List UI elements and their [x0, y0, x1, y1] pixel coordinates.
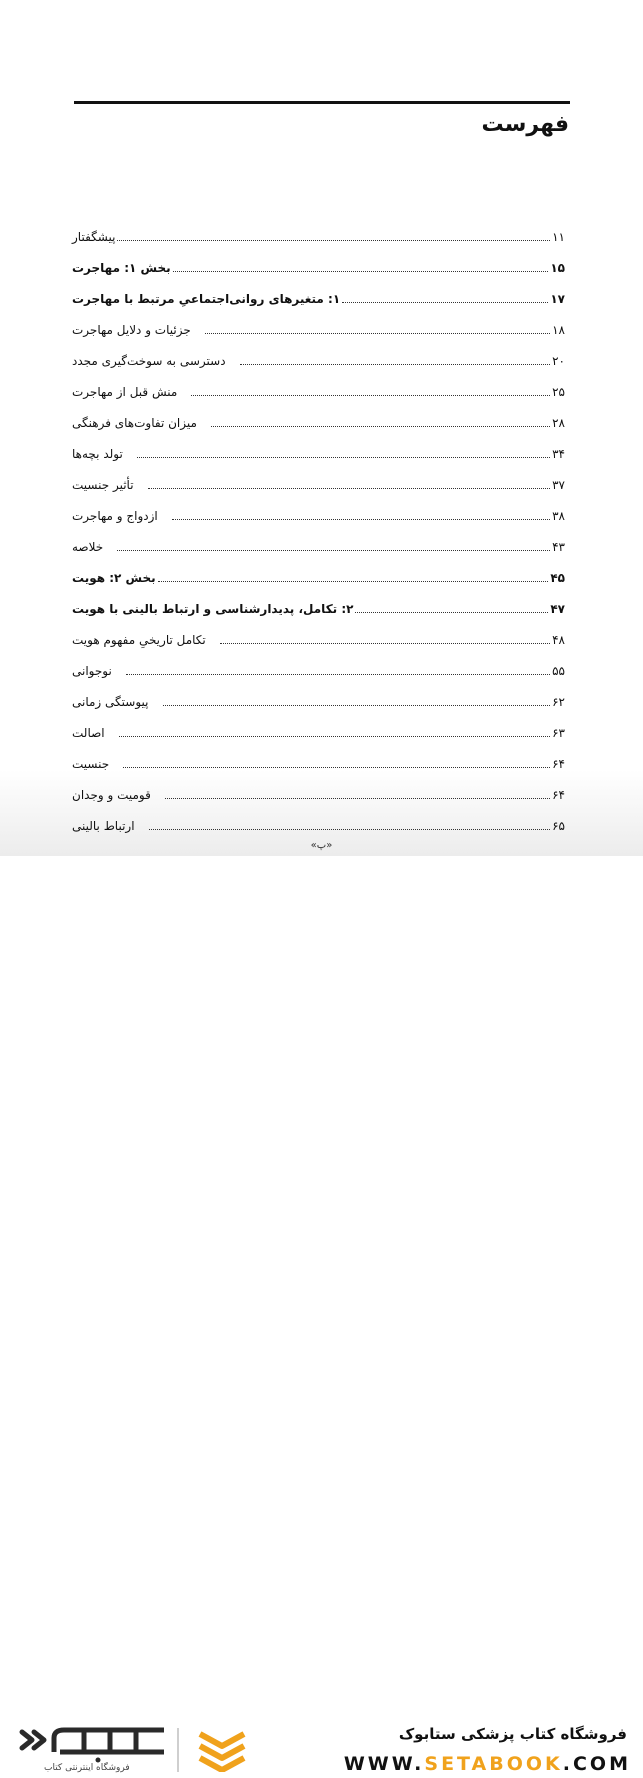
toc-entry-page: ۴۸ — [552, 633, 565, 647]
store-name: فروشگاه کتاب پزشکی ستابوک — [398, 1725, 627, 1743]
toc-entry-title: پیشگفتار — [72, 230, 116, 244]
toc-entry-page: ۱۱ — [552, 230, 565, 244]
toc-leader-dots — [165, 797, 550, 799]
toc-entry-title: منش قبل از مهاجرت — [72, 385, 178, 399]
toc-entry — [72, 687, 565, 709]
toc-leader-dots — [123, 766, 550, 768]
toc-entry-page: ۶۲ — [552, 695, 565, 709]
toc-entry — [72, 470, 565, 492]
toc-entry-title: بخش ۱: مهاجرت — [72, 261, 171, 275]
toc-entry-page: ۴۳ — [552, 540, 565, 554]
toc-entry-title: جزئیات و دلایل مهاجرت — [72, 323, 191, 337]
toc-entry — [72, 408, 565, 430]
url-prefix: WWW. — [343, 1753, 425, 1775]
toc-entry-title: قومیت و وجدان — [72, 788, 151, 802]
toc-entry-title: خلاصه — [72, 540, 104, 554]
toc-entry — [72, 532, 565, 554]
toc-leader-dots — [163, 704, 551, 706]
toc-leader-dots — [355, 611, 548, 613]
toc-entry — [72, 222, 565, 244]
toc-heading: فهرست — [481, 112, 569, 137]
toc-leader-dots — [137, 456, 550, 458]
toc-leader-dots — [148, 487, 551, 489]
toc-leader-dots — [126, 673, 550, 675]
toc-entry-page: ۱۸ — [552, 323, 565, 337]
toc-leader-dots — [240, 363, 551, 365]
store-footer — [0, 856, 643, 1775]
toc-entry — [72, 377, 565, 399]
toc-entry — [72, 501, 565, 523]
toc-entry-page: ۱۷ — [550, 292, 565, 306]
toc-leader-dots — [211, 425, 550, 427]
toc-entry-page: ۶۵ — [552, 819, 565, 833]
page-number: «پ» — [310, 840, 333, 851]
toc-leader-dots — [117, 239, 550, 241]
toc-entry-page: ۴۷ — [550, 602, 565, 616]
document-page — [0, 0, 643, 856]
toc-entry — [72, 625, 565, 647]
toc-entry-page: ۴۵ — [550, 571, 565, 585]
toc-leader-dots — [149, 828, 551, 830]
toc-entry — [72, 780, 565, 802]
toc-entry-title: بخش ۲: هویت — [72, 571, 156, 585]
toc-leader-dots — [158, 580, 549, 582]
toc-entry-title: دسترسی به سوخت‌گیری مجدد — [72, 354, 226, 368]
book-stack-icon — [196, 1728, 248, 1772]
toc-entry-title: تأثیر جنسیت — [72, 478, 134, 492]
toc-entry-page: ۲۵ — [552, 385, 565, 399]
toc-leader-dots — [220, 642, 550, 644]
toc-entry-page: ۳۸ — [552, 509, 565, 523]
toc-entry — [72, 594, 565, 616]
toc-entry-title: ازدواج و مهاجرت — [72, 509, 158, 523]
toc-entry — [72, 811, 565, 833]
table-of-contents — [0, 0, 643, 856]
toc-leader-dots — [172, 518, 550, 520]
toc-entry-title: ارتباط بالینی — [72, 819, 135, 833]
toc-leader-dots — [117, 549, 550, 551]
toc-entry-page: ۲۸ — [552, 416, 565, 430]
toc-entry-page: ۳۴ — [552, 447, 565, 461]
toc-leader-dots — [173, 270, 549, 272]
toc-entry-page: ۶۴ — [552, 757, 565, 771]
toc-entry-title: اصالت — [72, 726, 105, 740]
toc-entry-title: تولد بچه‌ها — [72, 447, 123, 461]
toc-entry-page: ۶۴ — [552, 788, 565, 802]
toc-entry — [72, 439, 565, 461]
toc-leader-dots — [205, 332, 550, 334]
toc-entry-title: ۱: متغیرهای روانی‌اجتماعیِ مرتبط با مهاجرت — [72, 292, 341, 306]
toc-leader-dots — [191, 394, 550, 396]
toc-leader-dots — [342, 301, 548, 303]
toc-entry-title: نوجوانی — [72, 664, 112, 678]
toc-entry-title: تکامل تاریخیِ مفهوم هویت — [72, 633, 206, 647]
store-url[interactable] — [344, 1753, 631, 1775]
toc-entry-page: ۵۵ — [552, 664, 565, 678]
toc-leader-dots — [119, 735, 550, 737]
toc-entry — [72, 656, 565, 678]
toc-entry-title: پیوستگی زمانی — [72, 695, 149, 709]
toc-entry-page: ۱۵ — [550, 261, 565, 275]
logo-tagline: فروشگاه اینترنتی کتاب — [44, 1763, 130, 1773]
toc-entry-title: میزان تفاوت‌های فرهنگی — [72, 416, 197, 430]
toc-entry — [72, 315, 565, 337]
toc-entry-page: ۳۷ — [552, 478, 565, 492]
toc-entry — [72, 253, 565, 275]
toc-entry — [72, 718, 565, 740]
toc-entry — [72, 346, 565, 368]
toc-entry-page: ۲۰ — [552, 354, 565, 368]
url-suffix: .COM — [562, 1753, 631, 1775]
toc-entry — [72, 749, 565, 771]
url-brand: SETABOOK — [424, 1753, 563, 1775]
toc-entry-page: ۶۳ — [552, 726, 565, 740]
toc-entry — [72, 284, 565, 306]
toc-entry — [72, 563, 565, 585]
toc-entry-title: جنسیت — [72, 757, 110, 771]
logo-divider — [177, 1728, 179, 1772]
toc-entry-title: ۲: تکامل، پدیدارشناسی و ارتباط بالینی با هویت — [72, 602, 354, 616]
